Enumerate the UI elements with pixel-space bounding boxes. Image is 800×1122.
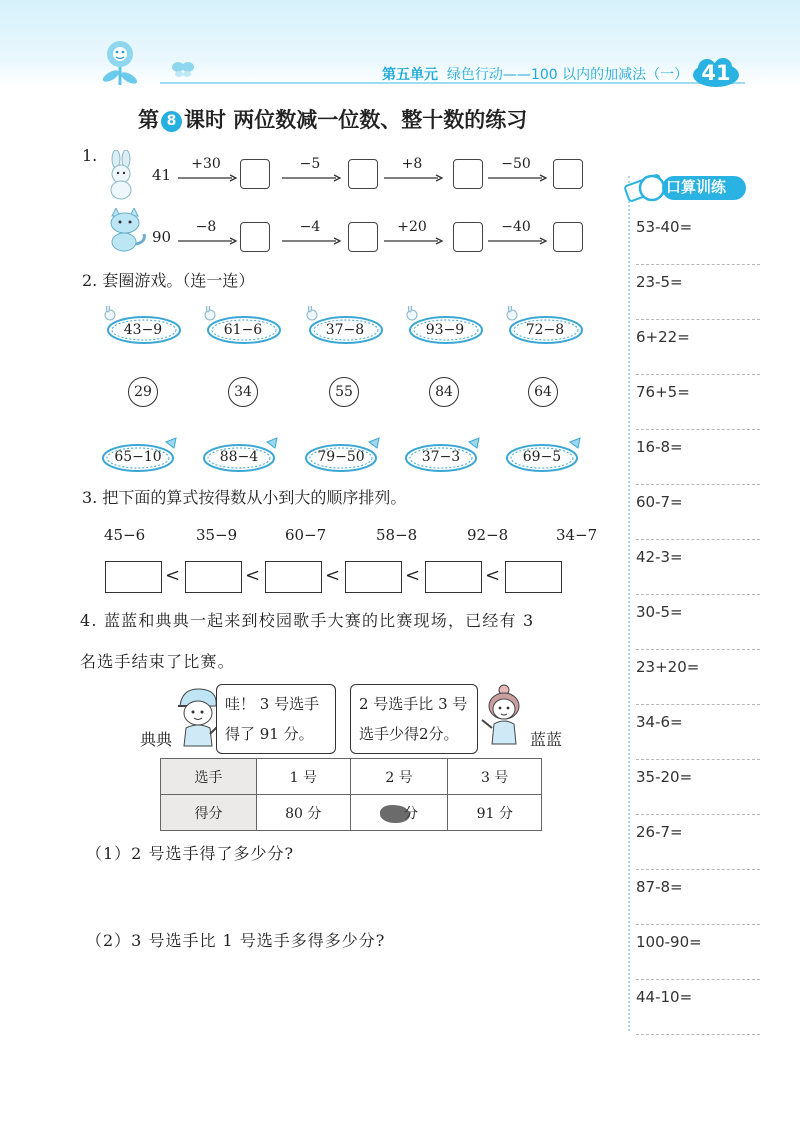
ring-bottom[interactable] (506, 436, 584, 482)
ring-top[interactable] (104, 306, 182, 352)
calc-item: 26-7= (636, 815, 760, 870)
ring-expression: 37−3 (421, 449, 461, 465)
ring-expression: 65−10 (114, 449, 162, 465)
calc-item: 53-40= (636, 210, 760, 265)
q3-expression: 45−6 (104, 526, 146, 544)
q4-text-line1: 4. 蓝蓝和典典一起来到校园歌手大赛的比赛现场，已经有 3 (80, 611, 535, 630)
ring-expression: 88−4 (219, 449, 259, 465)
ring-expression: 69−5 (522, 449, 562, 465)
lesson-number-badge: 8 (161, 111, 182, 132)
sunflower-icon (96, 38, 146, 86)
q1-row1-arrow-4 (488, 156, 552, 186)
bubble-left-line2: 得了 91 分。 (225, 725, 314, 743)
calc-item: 42-3= (636, 540, 760, 595)
calc-item: 23-5= (636, 265, 760, 320)
q1-row2-arrow-3 (384, 219, 448, 249)
q2-instruction: 2. 套圈游戏。（连一连） (82, 271, 255, 290)
calc-item: 60-7= (636, 485, 760, 540)
ring-top[interactable] (306, 306, 384, 352)
q1-number: 1. (82, 146, 98, 165)
calc-item: 87-8= (636, 870, 760, 925)
table-row (161, 759, 542, 795)
less-than-sign: < (165, 565, 181, 586)
answer-box[interactable] (348, 159, 378, 189)
q1-row1-arrow-3 (384, 156, 448, 186)
answer-box[interactable] (240, 159, 270, 189)
q4-text-line2: 名选手结束了比赛。 (80, 652, 235, 671)
sort-box[interactable] (185, 561, 242, 593)
logo-text: 口算训练 (666, 178, 727, 196)
calc-item: 34-6= (636, 705, 760, 760)
q3-expression: 92−8 (467, 526, 509, 544)
op-label: +30 (191, 156, 221, 172)
q4-subquestion-2: （2）3 号选手比 1 号选手多得多少分? (86, 931, 386, 950)
op-label: −50 (501, 156, 531, 172)
ring-top[interactable] (406, 306, 484, 352)
table-cell: 得分 (161, 795, 257, 831)
q1-row2-arrow-2 (282, 219, 346, 249)
table-header-cell: 2 号 (350, 759, 448, 795)
answer-box[interactable] (453, 159, 483, 189)
table-row (161, 795, 542, 831)
table-header-cell: 选手 (161, 759, 257, 795)
cat-icon (104, 208, 148, 252)
answer-box[interactable] (453, 222, 483, 252)
ring-expression: 72−8 (525, 322, 565, 338)
ring-top[interactable] (204, 306, 282, 352)
calc-item: 16-8= (636, 430, 760, 485)
ring-expression: 79−50 (317, 449, 365, 465)
girl-character-icon (480, 684, 526, 746)
unit-label: 第五单元 (382, 67, 438, 83)
target-circle[interactable]: 34 (228, 377, 258, 407)
q1-row2-arrow-4 (488, 219, 552, 249)
target-circle[interactable]: 64 (528, 377, 558, 407)
page-number: 41 (701, 61, 731, 85)
character-name-diandian: 典典 (140, 730, 173, 749)
ring-bottom[interactable] (305, 436, 383, 482)
q4-subquestion-1: （1）2 号选手得了多少分? (86, 844, 295, 863)
speech-bubble-right (350, 684, 478, 754)
ring-bottom[interactable] (405, 436, 483, 482)
answer-box[interactable] (553, 159, 583, 189)
q1-row1-start: 41 (152, 166, 172, 184)
rabbit-icon (104, 150, 138, 200)
answer-box[interactable] (240, 222, 270, 252)
op-label: −4 (299, 219, 321, 235)
op-label: +8 (401, 156, 423, 172)
target-circle[interactable]: 84 (429, 377, 459, 407)
less-than-sign: < (485, 565, 501, 586)
sort-box[interactable] (505, 561, 562, 593)
oral-training-logo (622, 170, 750, 206)
ring-expression: 61−6 (223, 322, 263, 338)
bubble-right-line2: 选手少得2分。 (359, 725, 459, 743)
less-than-sign: < (245, 565, 261, 586)
op-label: −5 (299, 156, 321, 172)
bubble-left-line1: 哇！ 3 号选手 (225, 695, 320, 713)
less-than-sign: < (325, 565, 341, 586)
butterfly-icon (172, 60, 194, 78)
sort-box[interactable] (105, 561, 162, 593)
table-cell: 80 分 (257, 795, 351, 831)
ring-bottom[interactable] (102, 436, 180, 482)
ring-top[interactable] (506, 306, 584, 352)
unit-title: 绿色行动——100 以内的加减法（一） (446, 67, 689, 83)
ring-expression: 43−9 (123, 322, 163, 338)
q3-expression: 35−9 (196, 526, 238, 544)
calc-item: 23+20= (636, 650, 760, 705)
q1-row2-start: 90 (152, 228, 172, 246)
calc-item: 6+22= (636, 320, 760, 375)
calc-item: 30-5= (636, 595, 760, 650)
op-label: −40 (501, 219, 531, 235)
title-suffix: 课时 两位数减一位数、整十数的练习 (184, 108, 528, 132)
ring-expression: 37−8 (325, 322, 365, 338)
unit-heading (382, 64, 688, 84)
op-label: −8 (195, 219, 217, 235)
lesson-title (138, 104, 527, 134)
q3-expression: 58−8 (376, 526, 418, 544)
q1-row2-arrow-1 (178, 219, 242, 249)
target-circle[interactable]: 29 (128, 377, 158, 407)
less-than-sign: < (405, 565, 421, 586)
calc-item: 100-90= (636, 925, 760, 980)
title-prefix: 第 (138, 108, 159, 132)
speech-bubble-left (216, 684, 336, 754)
ring-expression: 93−9 (425, 322, 465, 338)
table-cell-unit: 分 (403, 805, 418, 822)
calc-item: 76+5= (636, 375, 760, 430)
score-table (160, 758, 542, 831)
character-name-lanlan: 蓝蓝 (530, 730, 563, 749)
answer-box[interactable] (348, 222, 378, 252)
calc-item: 44-10= (636, 980, 760, 1035)
sort-box[interactable] (425, 561, 482, 593)
table-header-cell: 1 号 (257, 759, 351, 795)
table-cell-obscured (350, 795, 448, 831)
bubble-right-line1: 2 号选手比 3 号 (359, 695, 468, 713)
sidebar-divider (628, 176, 630, 1031)
boy-character-icon (174, 686, 222, 748)
q1-row1-arrow-2 (282, 156, 346, 186)
op-label: +20 (397, 219, 427, 235)
calc-item: 35-20= (636, 760, 760, 815)
q1-row1-arrow-1 (178, 156, 242, 186)
ring-bottom[interactable] (203, 436, 281, 482)
target-circle[interactable]: 55 (329, 377, 359, 407)
page-number-badge (692, 58, 740, 88)
table-cell: 91 分 (448, 795, 542, 831)
sort-box[interactable] (345, 561, 402, 593)
answer-box[interactable] (553, 222, 583, 252)
table-header-cell: 3 号 (448, 759, 542, 795)
sort-box[interactable] (265, 561, 322, 593)
q3-instruction: 3. 把下面的算式按得数从小到大的顺序排列。 (82, 488, 407, 507)
q3-expression: 34−7 (556, 526, 598, 544)
q3-expression: 60−7 (285, 526, 327, 544)
